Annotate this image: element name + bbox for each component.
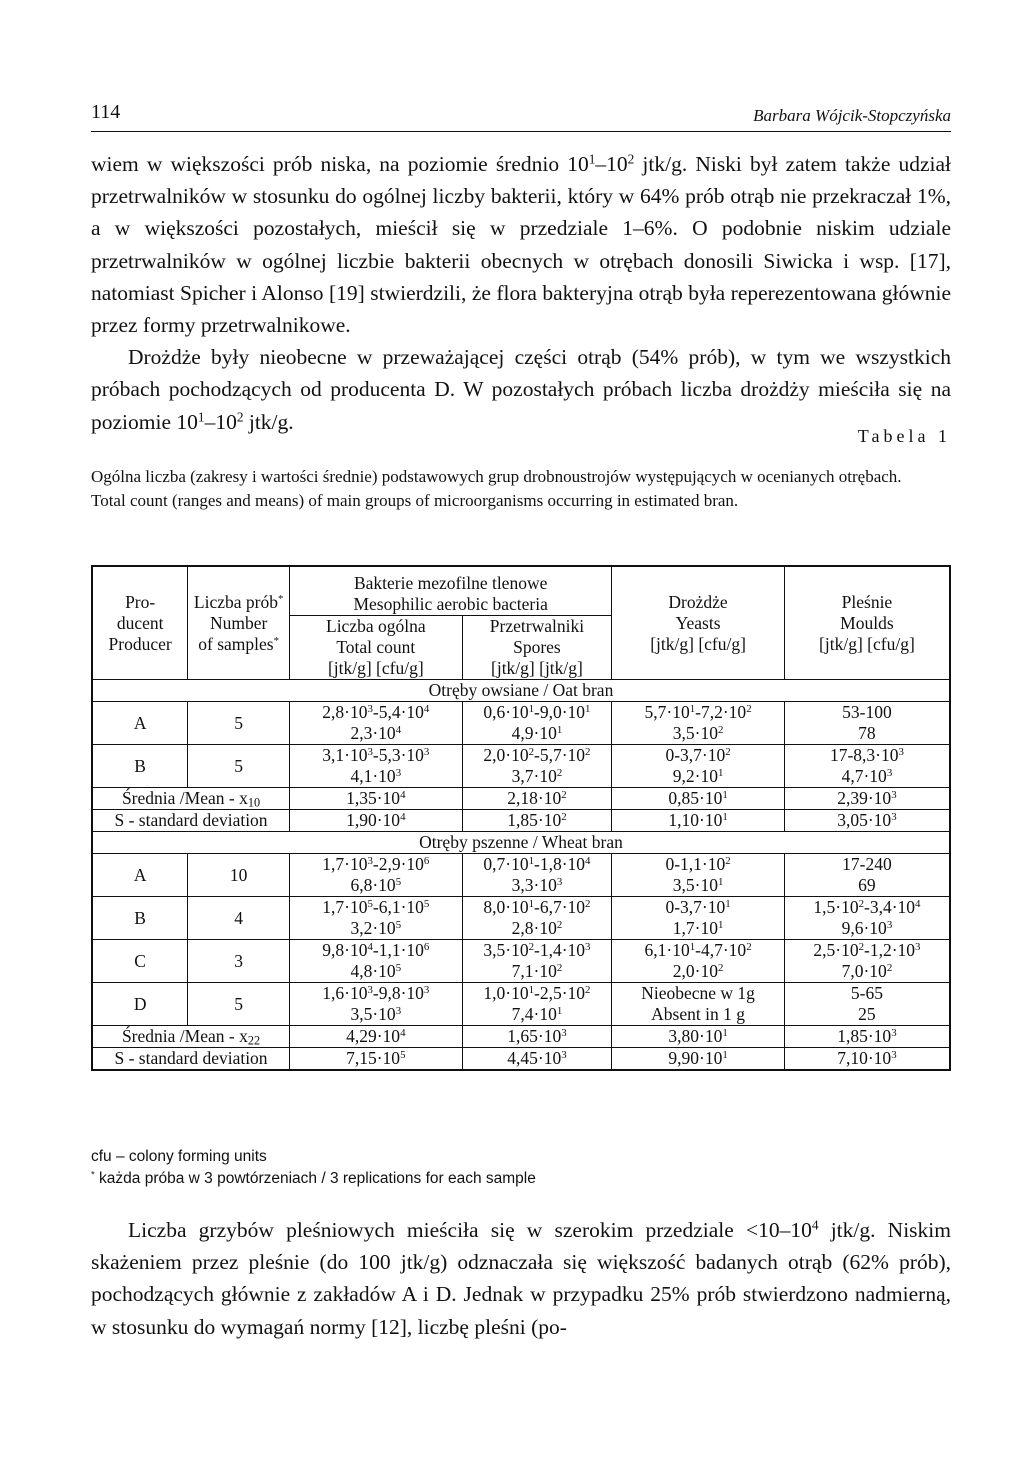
header-producer: Pro- ducent Producer bbox=[92, 566, 188, 680]
mean-value: $1,85\cdot 10^3$ bbox=[784, 1026, 950, 1048]
total-cell: $2,8\cdot 10^3-5,4\cdot 10^4$ $2,3\cdot 10^4$ bbox=[290, 702, 463, 745]
footnote-cfu: cfu – colony forming units bbox=[91, 1148, 267, 1165]
mean-value: $4,29\cdot 10^4$ bbox=[290, 1026, 463, 1048]
header-moulds: Pleśnie Moulds [jtk/g] [cfu/g] bbox=[784, 566, 950, 680]
yeasts-cell: $0-3,7\cdot 10^2$ $9,2\cdot 10^1$ bbox=[612, 745, 785, 788]
header-spores: Przetrwalniki Spores [jtk/g] [jtk/g] bbox=[462, 616, 612, 680]
table-row bbox=[92, 745, 950, 788]
sd-value: $1,90\cdot 10^4$ bbox=[290, 810, 463, 832]
sd-value: $4,45\cdot 10^3$ bbox=[462, 1048, 612, 1071]
footnote-replications: * każda próba w 3 powtórzeniach / 3 replications for each sample bbox=[91, 1169, 536, 1187]
samples-cell: 4 bbox=[188, 897, 290, 940]
top-body-text bbox=[91, 148, 951, 438]
yeasts-cell: $6,1\cdot 10^1-4,7\cdot 10^2$ $2,0\cdot 10^2$ bbox=[612, 940, 785, 983]
moulds-cell: $1,5\cdot 10^2-3,4\cdot 10^4$ $9,6\cdot 10^3$ bbox=[784, 897, 950, 940]
table-caption bbox=[91, 465, 951, 513]
moulds-cell: $17-8,3\cdot 10^3$ $4,7\cdot 10^3$ bbox=[784, 745, 950, 788]
total-cell: $9,8\cdot 10^4-1,1\cdot 10^6$ $4,8\cdot 10^5$ bbox=[290, 940, 463, 983]
mean-label: Średnia /Mean - $x_{10}$ bbox=[92, 788, 290, 810]
sd-value: $7,15\cdot 10^5$ bbox=[290, 1048, 463, 1071]
sd-value: $1,85\cdot 10^2$ bbox=[462, 810, 612, 832]
producer-cell: C bbox=[92, 940, 188, 983]
header-row-1 bbox=[92, 566, 950, 616]
moulds-cell: $2,5\cdot 10^2-1,2\cdot 10^3$ $7,0\cdot 10^2$ bbox=[784, 940, 950, 983]
producer-cell: B bbox=[92, 745, 188, 788]
mean-value: $0,85\cdot 10^1$ bbox=[612, 788, 785, 810]
spores-cell: $3,5\cdot 10^2-1,4\cdot 10^3$ $7,1\cdot 10^2$ bbox=[462, 940, 612, 983]
caption-polish: Ogólna liczba (zakresy i wartości średnie) podstawowych grup drobnoustrojów występujących w ocenianych otrębach. bbox=[91, 467, 902, 486]
moulds-cell: 53-100 78 bbox=[784, 702, 950, 745]
group-heading: Otręby owsiane / Oat bran bbox=[92, 680, 950, 702]
producer-cell: D bbox=[92, 983, 188, 1026]
header-bacteria: Bakterie mezofilne tlenowe Mesophilic aerobic bacteria bbox=[290, 566, 612, 616]
mean-value: $2,39\cdot 10^3$ bbox=[784, 788, 950, 810]
samples-cell: 5 bbox=[188, 702, 290, 745]
mean-value: $1,65\cdot 10^3$ bbox=[462, 1026, 612, 1048]
page-number: 114 bbox=[91, 101, 121, 123]
producer-cell: B bbox=[92, 897, 188, 940]
table-row bbox=[92, 702, 950, 745]
yeasts-cell: $0-1,1\cdot 10^2$ $3,5\cdot 10^1$ bbox=[612, 854, 785, 897]
total-cell: $3,1\cdot 10^3-5,3\cdot 10^3$ $4,1\cdot 10^3$ bbox=[290, 745, 463, 788]
spores-cell: $0,7\cdot 10^1-1,8\cdot 10^4$ $3,3\cdot 10^3$ bbox=[462, 854, 612, 897]
table-row bbox=[92, 897, 950, 940]
mean-row bbox=[92, 1026, 950, 1048]
running-head-author: Barbara Wójcik-Stopczyńska bbox=[753, 106, 951, 125]
microorganism-table bbox=[91, 565, 951, 1071]
header-yeasts: Drożdże Yeasts [jtk/g] [cfu/g] bbox=[612, 566, 785, 680]
sd-value: $7,10\cdot 10^3$ bbox=[784, 1048, 950, 1071]
mean-value: $1,35\cdot 10^4$ bbox=[290, 788, 463, 810]
paragraph-3: Liczba grzybów pleśniowych mieściła się w szerokim przedziale $<10-10^4$ jtk/g. Niskim skażeniem przez pleśnie (do 100 jtk/g) odznaczała się większość badanych otrąb (62% prób), pochodzących głównie z zakładów A i D. Jednak w przypadku 25% prób stwierdzono nadmierną, w stosunku do wymagań normy [12], liczbę pleśni (po- bbox=[91, 1217, 951, 1339]
total-cell: $1,7\cdot 10^5-6,1\cdot 10^5$ $3,2\cdot 10^5$ bbox=[290, 897, 463, 940]
yeasts-cell: $5,7\cdot 10^1-7,2\cdot 10^2$ $3,5\cdot 10^2$ bbox=[612, 702, 785, 745]
bottom-body-text bbox=[91, 1214, 951, 1343]
running-head bbox=[91, 101, 951, 132]
paragraph-1: wiem w większości prób niska, na poziomie średnio $10^1-10^2$ jtk/g. Niski był zatem także udział przetrwalników w stosunku do ogólnej liczby bakterii, który w 64% prób otrąb nie przekraczał 1%, a w większości pozostałych, mieścił się w przedziale 1–6%. O podobnie niskim udziale przetrwalników w ogólnej liczbie bakterii obecnych w otrębach donosili Siwicka i wsp. [17], natomiast Spicher i Alonso [19] stwierdzili, że flora bakteryjna otrąb była reperezentowana głównie przez formy przetrwalnikowe. bbox=[91, 151, 951, 338]
table-footnotes bbox=[91, 1146, 536, 1190]
group-row-oat bbox=[92, 680, 950, 702]
spores-cell: $1,0\cdot 10^1-2,5\cdot 10^2$ $7,4\cdot 10^1$ bbox=[462, 983, 612, 1026]
group-heading: Otręby pszenne / Wheat bran bbox=[92, 832, 950, 854]
sd-row bbox=[92, 1048, 950, 1071]
header-samples: Liczba prób* Number of samples* bbox=[188, 566, 290, 680]
sd-row bbox=[92, 810, 950, 832]
mean-value: $2,18\cdot 10^2$ bbox=[462, 788, 612, 810]
spores-cell: $0,6\cdot 10^1-9,0\cdot 10^1$ $4,9\cdot 10^1$ bbox=[462, 702, 612, 745]
caption-english: Total count (ranges and means) of main groups of microorganisms occurring in estimated bran. bbox=[91, 491, 739, 510]
total-cell: $1,7\cdot 10^3-2,9\cdot 10^6$ $6,8\cdot 10^5$ bbox=[290, 854, 463, 897]
mean-label: Średnia /Mean - $x_{22}$ bbox=[92, 1026, 290, 1048]
spores-cell: $2,0\cdot 10^2-5,7\cdot 10^2$ $3,7\cdot 10^2$ bbox=[462, 745, 612, 788]
moulds-cell: 17-240 69 bbox=[784, 854, 950, 897]
samples-cell: 10 bbox=[188, 854, 290, 897]
table-row bbox=[92, 983, 950, 1026]
moulds-cell: 5-65 25 bbox=[784, 983, 950, 1026]
samples-cell: 3 bbox=[188, 940, 290, 983]
mean-row bbox=[92, 788, 950, 810]
header-total-count: Liczba ogólna Total count [jtk/g] [cfu/g] bbox=[290, 616, 463, 680]
mean-value: $3,80\cdot 10^1$ bbox=[612, 1026, 785, 1048]
group-row-wheat bbox=[92, 832, 950, 854]
sd-value: $9,90\cdot 10^1$ bbox=[612, 1048, 785, 1071]
sd-value: $3,05\cdot 10^3$ bbox=[784, 810, 950, 832]
spores-cell: $8,0\cdot 10^1-6,7\cdot 10^2$ $2,8\cdot 10^2$ bbox=[462, 897, 612, 940]
samples-cell: 5 bbox=[188, 745, 290, 788]
sd-label: S - standard deviation bbox=[92, 1048, 290, 1071]
producer-cell: A bbox=[92, 854, 188, 897]
table-row bbox=[92, 940, 950, 983]
yeasts-cell: $0-3,7\cdot 10^1$ $1,7\cdot 10^1$ bbox=[612, 897, 785, 940]
sd-value: $1,10\cdot 10^1$ bbox=[612, 810, 785, 832]
sd-label: S - standard deviation bbox=[92, 810, 290, 832]
table-row bbox=[92, 854, 950, 897]
paragraph-2: Drożdże były nieobecne w przeważającej części otrąb (54% prób), w tym we wszystkich próbach pochodzących od producenta D. W pozostałych próbach liczba drożdży mieściła się na poziomie $10^1-10^2$ jtk/g. bbox=[91, 345, 951, 434]
total-cell: $1,6\cdot 10^3-9,8\cdot 10^3$ $3,5\cdot 10^3$ bbox=[290, 983, 463, 1026]
table-label: Tabela 1 bbox=[857, 426, 951, 446]
producer-cell: A bbox=[92, 702, 188, 745]
samples-cell: 5 bbox=[188, 983, 290, 1026]
yeasts-cell: Nieobecne w 1g Absent in 1 g bbox=[612, 983, 785, 1026]
